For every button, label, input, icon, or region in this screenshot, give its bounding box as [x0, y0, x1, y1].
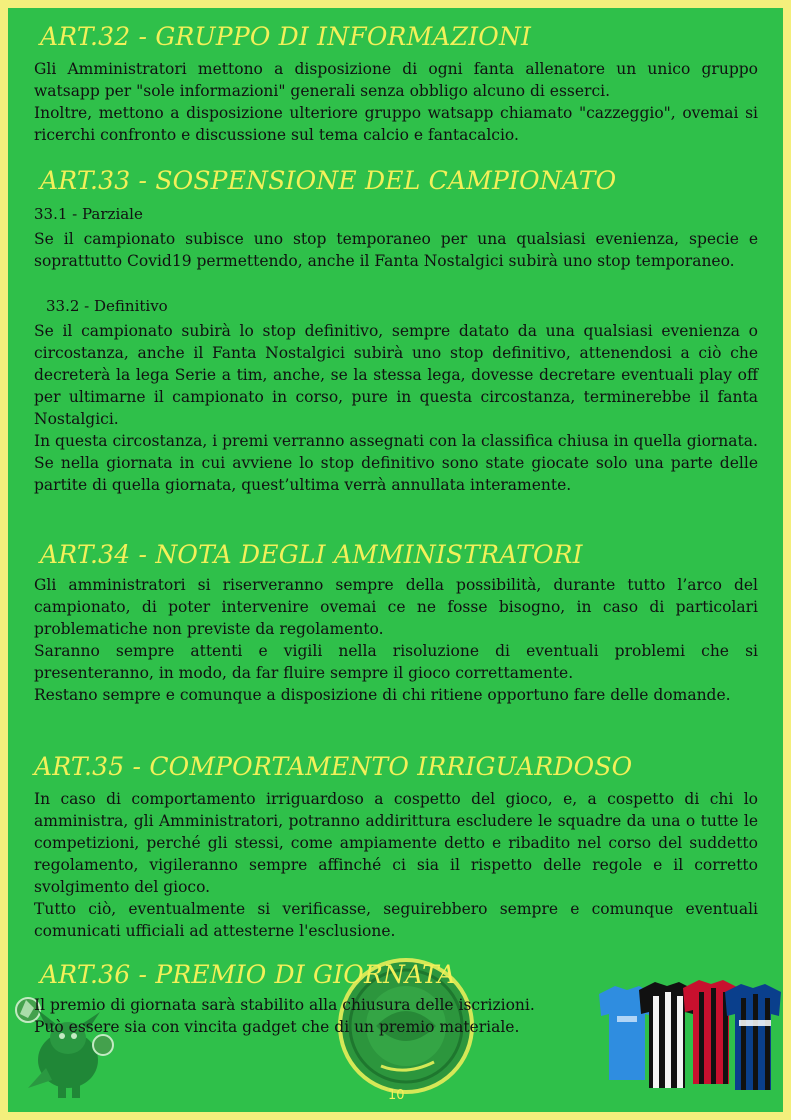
paragraph: Gli Amministratori mettono a disposizione di ogni fanta allenatore un unico gruppo watsapp per "sole informazioni" generali senza obbligo alcuno di esserci.	[34, 60, 758, 100]
subsection-33-2-label: 33.2 - Definitivo	[46, 297, 168, 315]
paragraph: Può essere sia con vincita gadget che di un premio materiale.	[34, 1018, 520, 1036]
paragraph: Restano sempre e comunque a disposizione di chi ritiene opportuno fare delle domande.	[34, 686, 731, 704]
article-35-body	[34, 788, 758, 942]
paragraph: Inoltre, mettono a disposizione ulteriore gruppo watsapp chiamato "cazzeggio", ovemai si ricerchi confronto e discussione sul tema calcio e fantacalcio.	[34, 104, 758, 144]
subsection-33-2-body	[34, 320, 758, 496]
paragraph: In caso di comportamento irriguardoso a cospetto del gioco, e, a cospetto di chi lo amministra, gli Amministratori, potranno addirittura escludere le squadre da una o tutte le competizioni, perché gli stessi, come ampiamente detto e ribadito nel corso del suddetto regolamento, vigileranno sempre affinché ci sia il rispetto delle regole e il corretto svolgimento del gioco.	[34, 790, 758, 896]
article-35-heading: ART.35 - COMPORTAMENTO IRRIGUARDOSO	[34, 752, 633, 781]
page-number: 10	[388, 1088, 405, 1103]
article-34-heading: ART.34 - NOTA DEGLI AMMINISTRATORI	[40, 540, 583, 569]
article-33-heading: ART.33 - SOSPENSIONE DEL CAMPIONATO	[40, 166, 617, 195]
paragraph: Gli amministratori si riserveranno sempre della possibilità, durante tutto l’arco del campionato, di poter intervenire ovemai ce ne fosse bisogno, in caso di particolari problematiche non previste da regolamento.	[34, 576, 758, 638]
article-32-body	[34, 58, 758, 146]
paragraph: Se il campionato subisce uno stop temporaneo per una qualsiasi evenienza, specie e soprattutto Covid19 permettendo, anche il Fanta Nostalgici subirà uno stop temporaneo.	[34, 230, 758, 270]
article-34-body	[34, 574, 758, 706]
paragraph: Saranno sempre attenti e vigili nella risoluzione di eventuali problemi che si presenteranno, in modo, da far fluire sempre il gioco correttamente.	[34, 642, 758, 682]
article-36-body	[34, 994, 614, 1038]
article-32-heading: ART.32 - GRUPPO DI INFORMAZIONI	[40, 22, 532, 51]
paragraph: In questa circostanza, i premi verranno assegnati con la classifica chiusa in quella giornata.	[34, 432, 758, 450]
paragraph: Se nella giornata in cui avviene lo stop definitivo sono state giocate solo una parte delle partite di quella giornata, quest’ultima verrà annullata interamente.	[34, 454, 758, 494]
document-page	[8, 8, 783, 1112]
subsection-33-1-body	[34, 228, 758, 272]
football-jerseys-image	[593, 976, 783, 1096]
paragraph: Tutto ciò, eventualmente si verificasse, seguirebbero sempre e comunque eventuali comunicati ufficiali ad attesterne l'esclusione.	[34, 900, 758, 940]
paragraph: Se il campionato subirà lo stop definitivo, sempre datato da una qualsiasi evenienza o circostanza, anche il Fanta Nostalgici subirà uno stop definitivo, attenendosi a ciò che decreterà la lega Serie a tim, anche, se la stessa lega, dovesse decretare eventuali play off per ultimarne il campionato in corso, pure in questa circostanza, terminerebbe il fanta Nostalgici.	[34, 322, 758, 428]
article-36-heading: ART.36 - PREMIO DI GIORNATA	[40, 960, 456, 989]
paragraph: Il premio di giornata sarà stabilito alla chiusura delle iscrizioni.	[34, 996, 535, 1014]
subsection-33-1-label: 33.1 - Parziale	[34, 205, 143, 223]
